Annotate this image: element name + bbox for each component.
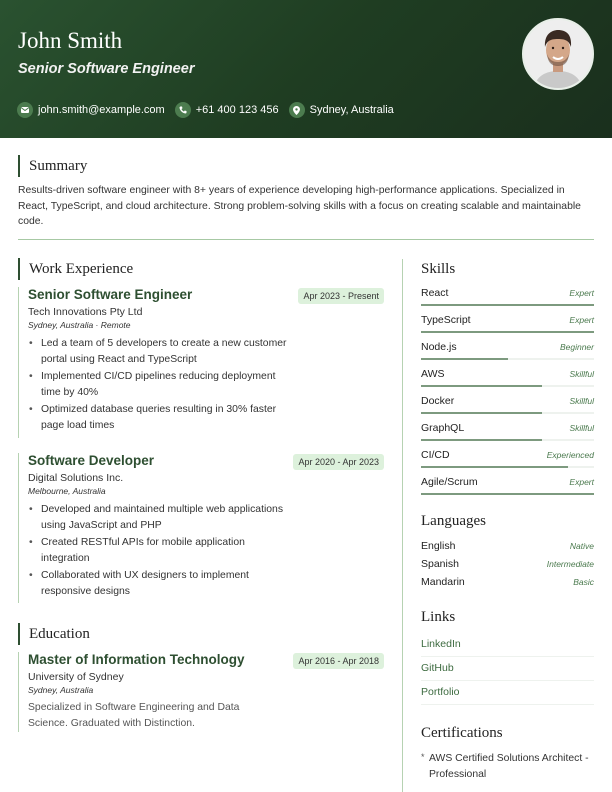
link-github[interactable]: GitHub xyxy=(421,662,594,681)
skill-bar xyxy=(421,385,594,387)
skill-item xyxy=(421,314,594,333)
skill-row xyxy=(421,287,594,299)
column-divider xyxy=(402,259,403,792)
skill-bar-fill xyxy=(421,439,542,441)
skill-level: Expert xyxy=(569,315,594,325)
resume-header xyxy=(0,0,612,138)
bullet-item: • Optimized database queries resulting in 30% faster page load times xyxy=(28,402,290,433)
contact-email[interactable] xyxy=(17,102,165,118)
skill-row xyxy=(421,476,594,488)
skill-bar xyxy=(421,493,594,495)
contact-phone-text: +61 400 123 456 xyxy=(195,104,279,116)
language-level: Intermediate xyxy=(546,559,594,569)
language-name: Spanish xyxy=(421,558,459,570)
work-entry xyxy=(18,453,384,603)
skill-item xyxy=(421,449,594,468)
language-level: Native xyxy=(569,541,594,551)
bullet-item: • Collaborated with UX designers to implement responsive designs xyxy=(28,568,290,599)
bullet-item: • Led a team of 5 developers to create a new customer portal using React and TypeScript xyxy=(28,336,290,367)
skill-name: React xyxy=(421,287,449,299)
summary-text: Results-driven software engineer with 8+ years of experience developing high-performance applications. Specialized in React, TypeScript, and cloud architecture. Strong problem-solving skills with a focus on creating scalable and maintainable code. xyxy=(18,185,581,228)
bullet-item: • Created RESTful APIs for mobile application integration xyxy=(28,535,290,566)
skill-row xyxy=(421,341,594,353)
profile-photo xyxy=(522,18,594,90)
language-item xyxy=(421,558,594,570)
date-badge: Apr 2023 - Present xyxy=(298,288,384,304)
job-bullets xyxy=(28,336,384,433)
mail-icon xyxy=(17,102,33,118)
education-heading: Education xyxy=(18,623,90,645)
language-level: Basic xyxy=(573,577,594,587)
work-entry xyxy=(18,287,384,438)
skill-name: Docker xyxy=(421,395,455,407)
language-item xyxy=(421,576,594,588)
skill-item xyxy=(421,287,594,306)
skill-name: CI/CD xyxy=(421,449,450,461)
certification-item: * AWS Certified Solutions Architect - Professional xyxy=(421,751,594,782)
company-name: Tech Innovations Pty Ltd xyxy=(28,306,143,318)
skill-item xyxy=(421,422,594,441)
contact-email-text: john.smith@example.com xyxy=(38,104,165,116)
skill-bar xyxy=(421,412,594,414)
phone-icon xyxy=(175,102,191,118)
skill-bar xyxy=(421,439,594,441)
date-badge: Apr 2020 - Apr 2023 xyxy=(293,454,384,470)
link-portfolio[interactable]: Portfolio xyxy=(421,686,594,705)
bullet-item: • Implemented CI/CD pipelines reducing deployment time by 40% xyxy=(28,369,290,400)
contact-phone[interactable] xyxy=(175,102,279,118)
skill-item xyxy=(421,476,594,495)
skill-item xyxy=(421,368,594,387)
date-badge: Apr 2016 - Apr 2018 xyxy=(293,653,384,669)
candidate-title: Senior Software Engineer xyxy=(18,61,195,77)
skill-row xyxy=(421,368,594,380)
job-title: Senior Software Engineer xyxy=(28,287,193,302)
skill-row xyxy=(421,422,594,434)
skills-heading: Skills xyxy=(421,261,456,277)
company-name: Digital Solutions Inc. xyxy=(28,472,124,484)
candidate-name: John Smith xyxy=(18,28,123,53)
skill-row xyxy=(421,314,594,326)
language-name: Mandarin xyxy=(421,576,465,588)
skill-bar xyxy=(421,331,594,333)
skill-bar-fill xyxy=(421,331,594,333)
location-pin-icon xyxy=(289,102,305,118)
skill-level: Beginner xyxy=(559,342,594,352)
link-linkedin[interactable]: LinkedIn xyxy=(421,638,594,657)
degree-title: Master of Information Technology xyxy=(28,652,245,667)
skill-name: AWS xyxy=(421,368,445,380)
skill-level: Skillful xyxy=(569,396,594,406)
skill-bar xyxy=(421,304,594,306)
job-location: Melbourne, Australia xyxy=(28,486,106,496)
skill-item xyxy=(421,341,594,360)
language-item xyxy=(421,540,594,552)
education-entry xyxy=(18,652,384,732)
skill-row xyxy=(421,449,594,461)
skill-level: Skillful xyxy=(569,423,594,433)
skill-bar xyxy=(421,466,594,468)
skill-bar-fill xyxy=(421,466,568,468)
skill-level: Expert xyxy=(569,477,594,487)
work-experience-heading: Work Experience xyxy=(18,258,133,280)
summary-heading: Summary xyxy=(18,155,87,177)
section-divider xyxy=(18,239,594,240)
skill-bar xyxy=(421,358,594,360)
skill-row xyxy=(421,395,594,407)
languages-heading: Languages xyxy=(421,513,486,529)
contact-list xyxy=(17,102,404,118)
skill-name: Node.js xyxy=(421,341,457,353)
job-location: Sydney, Australia · Remote xyxy=(28,320,131,330)
language-name: English xyxy=(421,540,456,552)
links-heading: Links xyxy=(421,609,456,625)
skill-bar-fill xyxy=(421,358,508,360)
job-bullets xyxy=(28,502,384,599)
skill-name: GraphQL xyxy=(421,422,465,434)
skill-bar-fill xyxy=(421,493,594,495)
institution-location: Sydney, Australia xyxy=(28,685,94,695)
skill-name: TypeScript xyxy=(421,314,471,326)
bullet-item: • Developed and maintained multiple web applications using JavaScript and PHP xyxy=(28,502,290,533)
certifications-heading: Certifications xyxy=(421,725,503,741)
skill-item xyxy=(421,395,594,414)
skill-bar-fill xyxy=(421,412,542,414)
skill-name: Agile/Scrum xyxy=(421,476,478,488)
contact-location-text: Sydney, Australia xyxy=(309,104,394,116)
contact-location xyxy=(289,102,394,118)
skill-bar-fill xyxy=(421,304,594,306)
education-description: Specialized in Software Engineering and Data Science. Graduated with Distinction. xyxy=(28,702,240,729)
institution-name: University of Sydney xyxy=(28,671,124,683)
job-title: Software Developer xyxy=(28,453,155,468)
skill-bar-fill xyxy=(421,385,542,387)
skill-level: Expert xyxy=(569,288,594,298)
skill-level: Experienced xyxy=(546,450,594,460)
skill-level: Skillful xyxy=(569,369,594,379)
